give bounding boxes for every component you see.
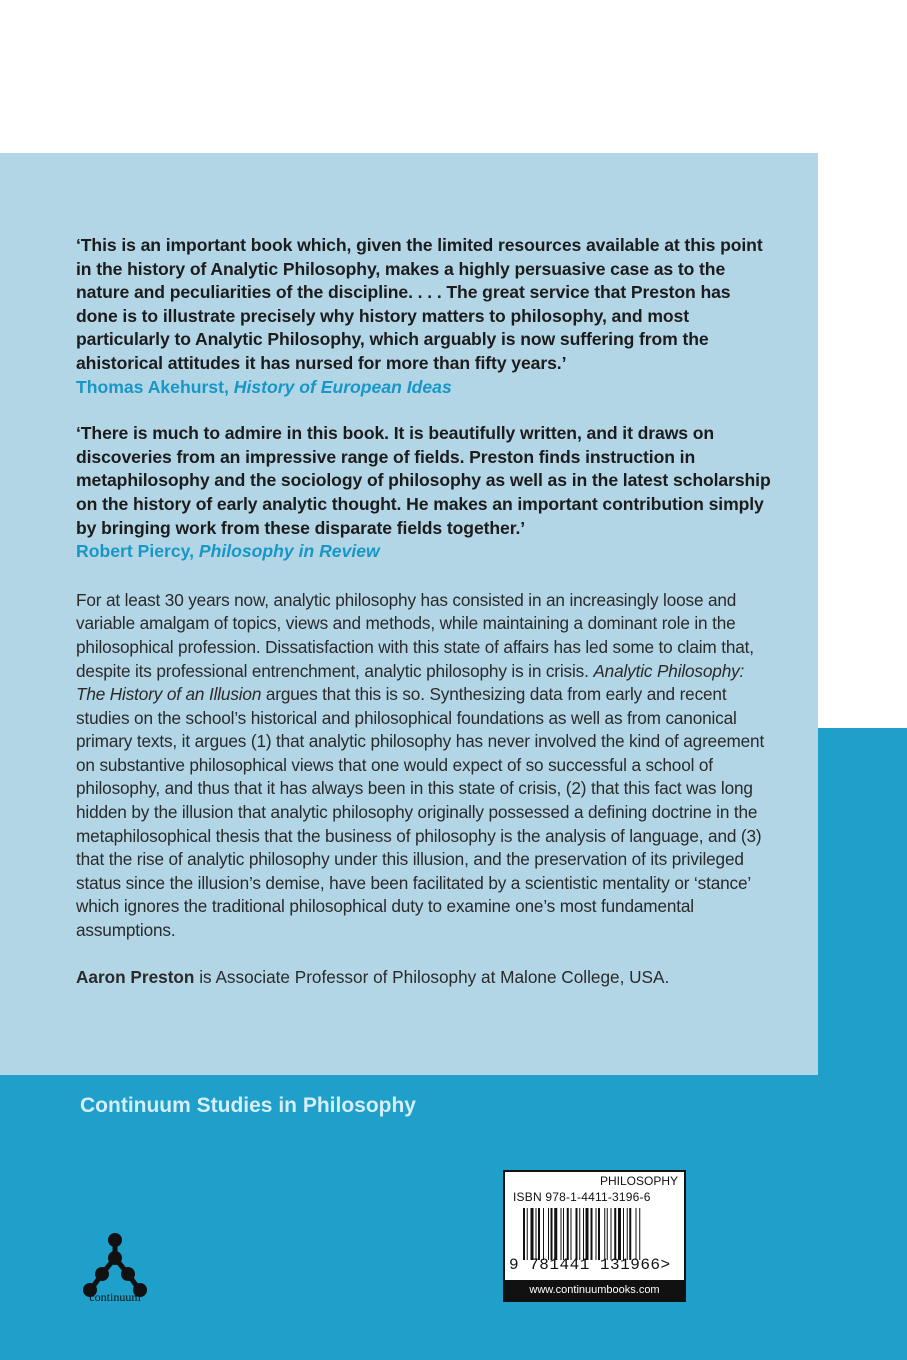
review-quote-1: ‘This is an important book which, given the limited resources available at this point in the history of Analytic Philosophy, makes a highly persuasive case as to the nature and peculiarities of the discipline. . . . The great service that Preston has done is to illustrate precisely why history matters to philosophy, and most particularly to Analytic Philosophy, which arguably is now suffering from the ahistorical attitudes it has nursed for more than fifty years.’: [76, 235, 763, 373]
barcode-digits-row: [509, 1256, 671, 1274]
description-part-1: For at least 30 years now, analytic philosophy has consisted in an increasingly loose and variable amalgam of topics, views and methods, while maintaining a dominant role in the philosophical profession. Dissatisfaction with this state of affairs has led some to claim that, despite its professional entrenchment, analytic philosophy is in crisis.: [76, 589, 754, 681]
barcode-isbn: ISBN 978-1-4411-3196-6: [513, 1190, 651, 1204]
back-cover-text: [76, 234, 776, 989]
barcode-arrow: >: [660, 1256, 671, 1274]
review-publication-1: History of European Ideas: [233, 376, 452, 397]
barcode-bars-icon: [523, 1208, 673, 1260]
barcode-category: PHILOSOPHY: [599, 1174, 678, 1188]
review-quote-2: ‘There is much to admire in this book. It is beautifully written, and it draws on discoveries from an impressive range of fields. Preston finds instruction in metaphilosophy and the sociology of philosophy as well as in the latest scholarship on the history of early analytic thought. He makes an important contribution simply by bringing work from these disparate fields together.’: [76, 423, 771, 538]
review-attribution-1: [76, 376, 776, 400]
author-bio: [76, 966, 776, 990]
description-part-2: argues that this is so. Synthesizing data from early and recent studies on the school’s historical and philosophical foundations as well as from canonical primary texts, it argues (1) that analytic philosophy has never involved the kind of agreement on substantive philosophical views that one would expect of so successful a school of philosophy, and thus that it has always been in this state of crisis, (2) that this fact was long hidden by the illusion that analytic philosophy originally possessed a defining doctrine in the metaphilosophical thesis that the business of philosophy is the analysis of language, and (3) that the rise of analytic philosophy under this illusion, and the preservation of its privileged status since the illusion’s demise, have been facilitated by a scientistic mentality or ‘stance’ which ignores the traditional philosophical duty to examine one’s most fundamental assumptions.: [76, 684, 765, 941]
right-blue-strip: [818, 728, 907, 1075]
author-name: Aaron Preston: [76, 966, 195, 987]
author-bio-text: is Associate Professor of Philosophy at Malone College, USA.: [194, 966, 670, 987]
top-white-area: [0, 0, 907, 153]
book-description: [76, 589, 776, 943]
barcode-digits: 9 781441 131966: [509, 1256, 661, 1274]
review-publication-2: Philosophy in Review: [198, 541, 380, 562]
book-title: Analytic Philosophy: The History of an Illusion: [76, 660, 745, 705]
barcode-url: www.continuumbooks.com: [505, 1280, 684, 1300]
reviewer-name-2: Robert Piercy,: [76, 541, 199, 562]
publisher-logo-text: continuum: [89, 1290, 141, 1304]
series-title: Continuum Studies in Philosophy: [80, 1094, 416, 1117]
reviewer-name-1: Thomas Akehurst,: [76, 376, 234, 397]
review-attribution-2: [76, 540, 776, 564]
barcode-box: [503, 1170, 686, 1302]
